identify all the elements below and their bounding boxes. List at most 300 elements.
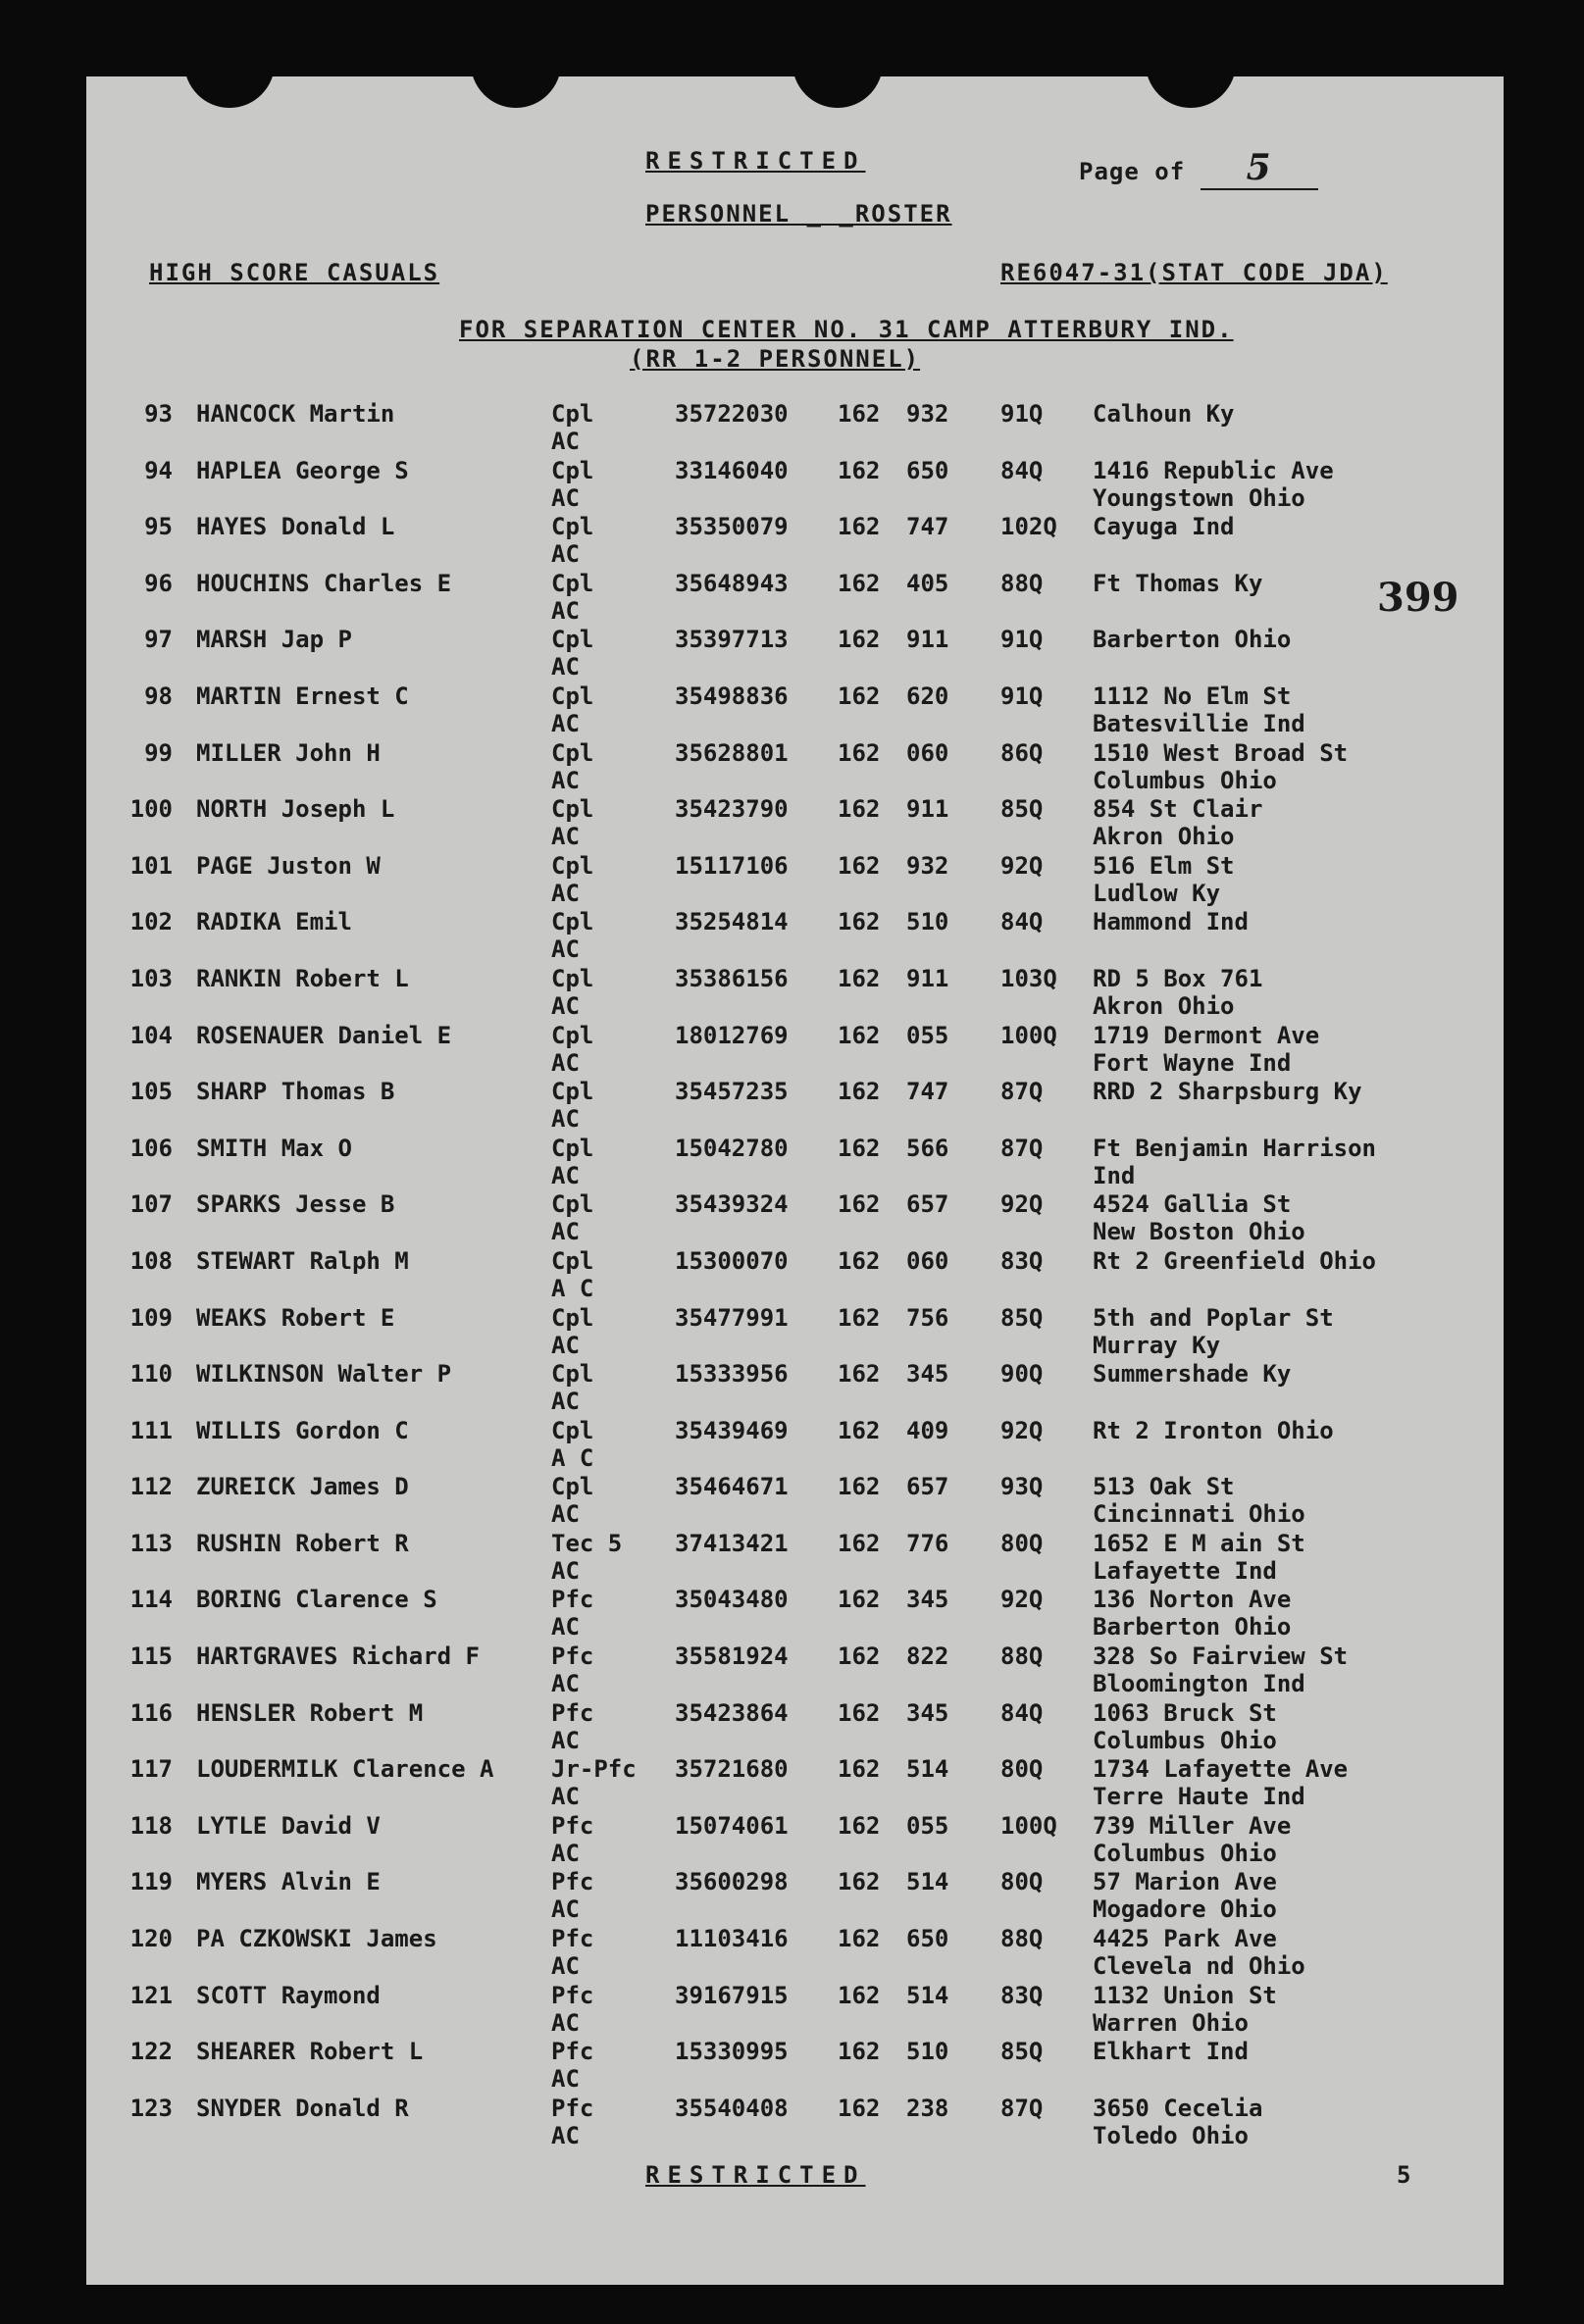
row-number: 118 [129,1811,173,1840]
rank: Cpl [551,1134,594,1162]
table-row [86,1586,1504,1642]
code-b: 932 [906,851,949,880]
address-line-1: 136 Norton Ave [1093,1586,1292,1614]
address-line-2: Akron Ohio [1093,991,1235,1020]
address-line-2: Toledo Ohio [1093,2121,1249,2149]
row-number: 123 [129,2094,173,2122]
serial-number: 15300070 [675,1246,789,1275]
score: 91Q [1000,682,1044,710]
row-number: 120 [129,1925,173,1953]
table-row [86,1812,1504,1869]
soldier-name: SHEARER Robert L [196,2038,424,2066]
table-row [86,2095,1504,2151]
code-b: 932 [906,400,949,428]
branch: AC [551,1895,580,1924]
branch: AC [551,935,580,964]
code-a: 162 [838,851,881,880]
score: 92Q [1000,1190,1044,1219]
address-line-1: Rt 2 Ironton Ohio [1093,1416,1334,1444]
branch: AC [551,991,580,1020]
row-number: 103 [129,964,173,992]
soldier-name: SMITH Max O [196,1134,352,1162]
code-a: 162 [838,1416,881,1444]
code-a: 162 [838,1586,881,1614]
address-line-1: 516 Elm St [1093,851,1235,880]
serial-number: 35477991 [675,1303,789,1332]
row-number: 116 [129,1698,173,1727]
score: 102Q [1000,513,1057,541]
branch: AC [551,1726,580,1754]
row-number: 119 [129,1868,173,1896]
table-row [86,908,1504,965]
table-row [86,400,1504,457]
address-line-1: Rt 2 Greenfield Ohio [1093,1246,1376,1275]
table-row [86,1247,1504,1304]
row-number: 101 [129,851,173,880]
score: 83Q [1000,1246,1044,1275]
address-line-1: Elkhart Ind [1093,2038,1249,2066]
score: 84Q [1000,1698,1044,1727]
rank: Cpl [551,851,594,880]
rank: Tec 5 [551,1529,623,1557]
address-line-1: 3650 Cecelia [1093,2094,1263,2122]
branch: AC [551,1161,580,1189]
rank: Cpl [551,738,594,767]
score: 88Q [1000,1642,1044,1671]
rank: Cpl [551,908,594,936]
rank: Cpl [551,456,594,484]
soldier-name: LOUDERMILK Clarence A [196,1755,494,1784]
score: 93Q [1000,1473,1044,1501]
code-b: 060 [906,738,949,767]
restricted-footer: RESTRICTED [645,2161,866,2189]
restricted-header: RESTRICTED [645,147,866,175]
code-a: 162 [838,682,881,710]
score: 87Q [1000,1134,1044,1162]
row-number: 107 [129,1190,173,1219]
score: 92Q [1000,851,1044,880]
address-line-1: RRD 2 Sharpsburg Ky [1093,1078,1362,1106]
score: 83Q [1000,1981,1044,2009]
address-line-1: 4524 Gallia St [1093,1190,1292,1219]
code-a: 162 [838,1529,881,1557]
code-a: 162 [838,1925,881,1953]
branch: AC [551,1783,580,1811]
soldier-name: HENSLER Robert M [196,1698,424,1727]
score: 86Q [1000,738,1044,767]
serial-number: 35397713 [675,626,789,654]
row-number: 117 [129,1755,173,1784]
row-number: 99 [144,738,173,767]
branch: AC [551,1556,580,1585]
address-line-1: 1132 Union St [1093,1981,1277,2009]
code-b: 514 [906,1755,949,1784]
branch: AC [551,1218,580,1246]
address-line-2: Warren Ohio [1093,2008,1249,2037]
soldier-name: MYERS Alvin E [196,1868,381,1896]
branch: AC [551,483,580,512]
soldier-name: RUSHIN Robert R [196,1529,409,1557]
score: 85Q [1000,1303,1044,1332]
score: 91Q [1000,626,1044,654]
code-b: 650 [906,1925,949,1953]
serial-number: 39167915 [675,1981,789,2009]
soldier-name: PA CZKOWSKI James [196,1925,437,1953]
score: 88Q [1000,569,1044,597]
score: 85Q [1000,2038,1044,2066]
code-a: 162 [838,1698,881,1727]
page-total: 5 [1201,147,1318,190]
code-a: 162 [838,1811,881,1840]
rank: Pfc [551,1586,594,1614]
row-number: 110 [129,1360,173,1389]
serial-number: 18012769 [675,1021,789,1049]
serial-number: 35350079 [675,513,789,541]
address-line-2: Cincinnati Ohio [1093,1500,1305,1529]
table-row [86,1755,1504,1812]
address-line-1: 1063 Bruck St [1093,1698,1277,1727]
page-of-label: of [1154,158,1186,185]
roster-table [86,400,1504,2150]
address-line-1: 1652 E M ain St [1093,1529,1305,1557]
soldier-name: SPARKS Jesse B [196,1190,395,1219]
code-b: 345 [906,1586,949,1614]
code-a: 162 [838,456,881,484]
score: 84Q [1000,908,1044,936]
code-a: 162 [838,1246,881,1275]
code-b: 060 [906,1246,949,1275]
code-a: 162 [838,1078,881,1106]
branch: AC [551,1670,580,1698]
code-a: 162 [838,738,881,767]
branch: AC [551,596,580,625]
address-line-1: 57 Marion Ave [1093,1868,1277,1896]
rank: Jr-Pfc [551,1755,637,1784]
serial-number: 15074061 [675,1811,789,1840]
address-line-2: Batesvillie Ind [1093,709,1305,737]
code-b: 747 [906,513,949,541]
score: 100Q [1000,1021,1057,1049]
soldier-name: RADIKA Emil [196,908,352,936]
table-row [86,1135,1504,1191]
address-line-1: 1734 Lafayette Ave [1093,1755,1349,1784]
serial-number: 35648943 [675,569,789,597]
table-row [86,1473,1504,1530]
table-row [86,1982,1504,2039]
score: 84Q [1000,456,1044,484]
row-number: 98 [144,682,173,710]
address-line-2: Fort Wayne Ind [1093,1048,1292,1077]
code-b: 510 [906,908,949,936]
serial-number: 35439469 [675,1416,789,1444]
soldier-name: HAYES Donald L [196,513,395,541]
table-row [86,739,1504,796]
branch: AC [551,1952,580,1981]
code-b: 514 [906,1868,949,1896]
rank: Pfc [551,1868,594,1896]
branch: AC [551,653,580,682]
row-number: 106 [129,1134,173,1162]
code-b: 055 [906,1021,949,1049]
branch: AC [551,2121,580,2149]
table-row [86,2038,1504,2095]
address-line-1: 854 St Clair [1093,795,1263,824]
code-b: 756 [906,1303,949,1332]
rank: Pfc [551,2094,594,2122]
code-b: 657 [906,1473,949,1501]
soldier-name: SCOTT Raymond [196,1981,381,2009]
branch: AC [551,1500,580,1529]
rank: Cpl [551,1021,594,1049]
address-line-2: New Boston Ohio [1093,1218,1305,1246]
code-b: 650 [906,456,949,484]
soldier-name: MARTIN Ernest C [196,682,409,710]
branch: AC [551,2008,580,2037]
soldier-name: HARTGRAVES Richard F [196,1642,480,1671]
code-b: 345 [906,1360,949,1389]
score: 87Q [1000,2094,1044,2122]
punch-hole [792,76,883,108]
score: 91Q [1000,400,1044,428]
score: 88Q [1000,1925,1044,1953]
table-row [86,1925,1504,1982]
address-line-2: Lafayette Ind [1093,1556,1277,1585]
code-a: 162 [838,964,881,992]
roster-page [86,76,1504,2285]
rank: Pfc [551,1981,594,2009]
address-line-1: Hammond Ind [1093,908,1249,936]
code-a: 162 [838,400,881,428]
row-number: 95 [144,513,173,541]
address-line-1: 5th and Poplar St [1093,1303,1334,1332]
serial-number: 35540408 [675,2094,789,2122]
soldier-name: WEAKS Robert E [196,1303,395,1332]
serial-number: 35423864 [675,1698,789,1727]
code-b: 238 [906,2094,949,2122]
rank: Cpl [551,1473,594,1501]
rank: Cpl [551,964,594,992]
address-line-2: Akron Ohio [1093,823,1235,851]
row-number: 109 [129,1303,173,1332]
code-b: 657 [906,1190,949,1219]
address-line-2: Columbus Ohio [1093,766,1277,794]
soldier-name: SNYDER Donald R [196,2094,409,2122]
serial-number: 15330995 [675,2038,789,2066]
code-a: 162 [838,1981,881,2009]
serial-number: 35439324 [675,1190,789,1219]
address-line-2: Mogadore Ohio [1093,1895,1277,1924]
branch: AC [551,428,580,455]
branch: AC [551,766,580,794]
branch: AC [551,540,580,569]
table-row [86,1530,1504,1587]
code-b: 911 [906,964,949,992]
branch: AC [551,879,580,907]
code-b: 055 [906,1811,949,1840]
row-number: 113 [129,1529,173,1557]
branch: AC [551,1331,580,1359]
address-line-2: Youngstown Ohio [1093,483,1305,512]
row-number: 100 [129,795,173,824]
address-line-1: 513 Oak St [1093,1473,1235,1501]
footer-page-number: 5 [1397,2161,1411,2189]
stat-code-caption: RE6047-31(STAT CODE JDA) [1000,259,1388,286]
rank: Pfc [551,1698,594,1727]
serial-number: 15333956 [675,1360,789,1389]
serial-number: 35722030 [675,400,789,428]
row-number: 115 [129,1642,173,1671]
address-line-1: 1112 No Elm St [1093,682,1292,710]
code-b: 911 [906,626,949,654]
row-number: 94 [144,456,173,484]
table-row [86,965,1504,1022]
address-line-2: Murray Ky [1093,1331,1221,1359]
rank: Cpl [551,513,594,541]
address-line-1: 1719 Dermont Ave [1093,1021,1320,1049]
score: 85Q [1000,795,1044,824]
branch: AC [551,709,580,737]
soldier-name: WILKINSON Walter P [196,1360,452,1389]
branch: AC [551,2065,580,2094]
code-b: 566 [906,1134,949,1162]
code-a: 162 [838,908,881,936]
address-line-1: 1416 Republic Ave [1093,456,1334,484]
score: 80Q [1000,1755,1044,1784]
address-line-2: Barberton Ohio [1093,1613,1292,1642]
soldier-name: PAGE Juston W [196,851,381,880]
soldier-name: STEWART Ralph M [196,1246,409,1275]
address-line-1: Calhoun Ky [1093,400,1235,428]
code-b: 409 [906,1416,949,1444]
code-a: 162 [838,569,881,597]
rank: Cpl [551,1360,594,1389]
address-line-2: Bloomington Ind [1093,1670,1305,1698]
personnel-subtitle: (RR 1-2 PERSONNEL) [630,345,921,373]
score: 92Q [1000,1416,1044,1444]
code-a: 162 [838,795,881,824]
soldier-name: RANKIN Robert L [196,964,409,992]
branch: AC [551,1388,580,1416]
branch: AC [551,1839,580,1867]
soldier-name: SHARP Thomas B [196,1078,395,1106]
rank: Cpl [551,682,594,710]
punch-hole [1146,76,1236,108]
code-b: 911 [906,795,949,824]
address-line-2: Ind [1093,1161,1136,1189]
high-score-caption: HIGH SCORE CASUALS [149,259,440,286]
table-row [86,513,1504,570]
table-row [86,1360,1504,1417]
code-b: 776 [906,1529,949,1557]
address-line-2: Ludlow Ky [1093,879,1221,907]
code-a: 162 [838,513,881,541]
punch-hole [184,76,275,108]
row-number: 96 [144,569,173,597]
serial-number: 35581924 [675,1642,789,1671]
row-number: 112 [129,1473,173,1501]
score: 80Q [1000,1529,1044,1557]
table-row [86,1642,1504,1699]
score: 100Q [1000,1811,1057,1840]
table-row [86,570,1504,627]
table-row [86,852,1504,909]
serial-number: 35423790 [675,795,789,824]
code-a: 162 [838,2038,881,2066]
stamp-number: 399 [1377,575,1459,621]
address-line-1: Cayuga Ind [1093,513,1235,541]
rank: Pfc [551,1642,594,1671]
branch: AC [551,1613,580,1642]
table-row [86,682,1504,739]
page-indicator [1079,147,1318,190]
code-a: 162 [838,1473,881,1501]
rank: Pfc [551,1925,594,1953]
soldier-name: ROSENAUER Daniel E [196,1021,452,1049]
soldier-name: HAPLEA George S [196,456,409,484]
table-row [86,1304,1504,1361]
roster-title: PERSONNEL _ _ROSTER [645,200,952,227]
branch: AC [551,823,580,851]
row-number: 105 [129,1078,173,1106]
code-a: 162 [838,1755,881,1784]
score: 87Q [1000,1078,1044,1106]
serial-number: 33146040 [675,456,789,484]
rank: Cpl [551,1078,594,1106]
code-a: 162 [838,1360,881,1389]
address-line-1: 1510 West Broad St [1093,738,1349,767]
row-number: 93 [144,400,173,428]
soldier-name: BORING Clarence S [196,1586,437,1614]
address-line-2: Terre Haute Ind [1093,1783,1305,1811]
serial-number: 35464671 [675,1473,789,1501]
row-number: 122 [129,2038,173,2066]
row-number: 114 [129,1586,173,1614]
code-a: 162 [838,1303,881,1332]
code-b: 405 [906,569,949,597]
rank: Pfc [551,2038,594,2066]
code-a: 162 [838,1021,881,1049]
rank: Cpl [551,400,594,428]
soldier-name: HANCOCK Martin [196,400,395,428]
table-row [86,1699,1504,1756]
soldier-name: MILLER John H [196,738,381,767]
table-row [86,1022,1504,1079]
address-line-2: Clevela nd Ohio [1093,1952,1305,1981]
table-row [86,1078,1504,1135]
branch: AC [551,1048,580,1077]
code-a: 162 [838,1190,881,1219]
score: 80Q [1000,1868,1044,1896]
row-number: 111 [129,1416,173,1444]
table-row [86,457,1504,514]
serial-number: 35628801 [675,738,789,767]
address-line-1: Ft Thomas Ky [1093,569,1263,597]
rank: Cpl [551,1416,594,1444]
code-b: 514 [906,1981,949,2009]
rank: Cpl [551,1190,594,1219]
row-number: 121 [129,1981,173,2009]
rank: Cpl [551,626,594,654]
score: 90Q [1000,1360,1044,1389]
page-label: Page [1079,158,1140,185]
code-a: 162 [838,1642,881,1671]
row-number: 104 [129,1021,173,1049]
serial-number: 35721680 [675,1755,789,1784]
soldier-name: LYTLE David V [196,1811,381,1840]
table-row [86,795,1504,852]
soldier-name: NORTH Joseph L [196,795,395,824]
address-line-1: Summershade Ky [1093,1360,1292,1389]
